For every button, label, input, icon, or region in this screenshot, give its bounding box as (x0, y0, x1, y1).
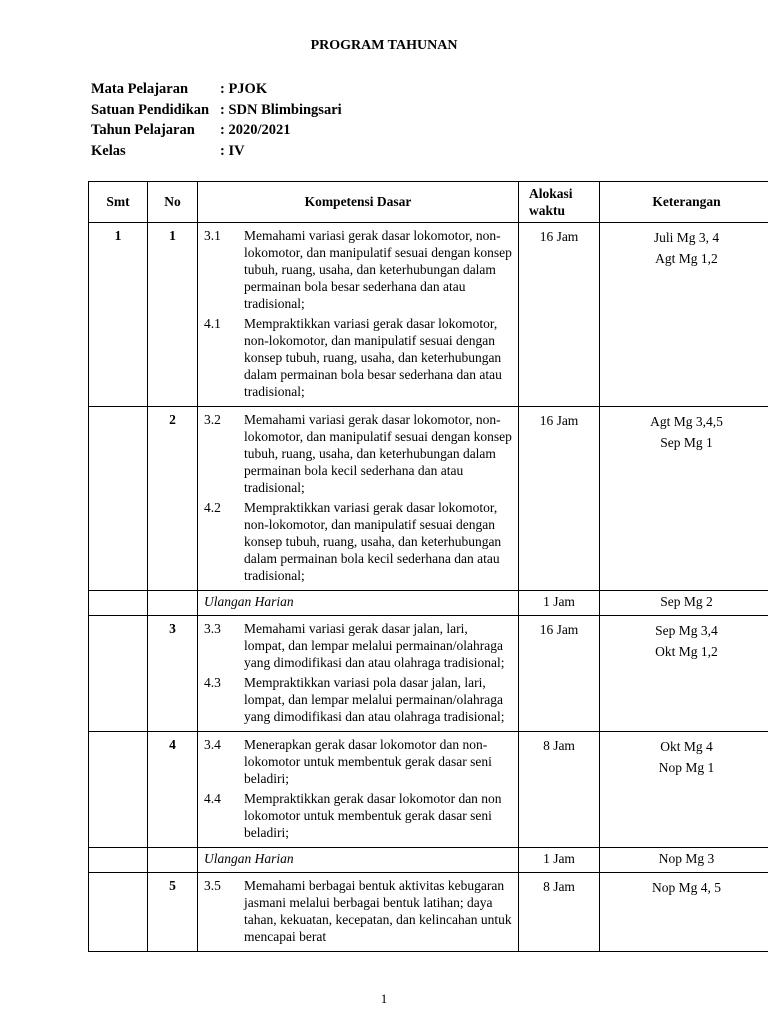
cell-kompetensi-dasar (198, 732, 519, 848)
table-row (89, 591, 768, 616)
kd-item (204, 315, 512, 400)
meta-value: : IV (220, 142, 245, 159)
keterangan-line: Okt Mg 4 (660, 739, 713, 754)
cell-alokasi: 1 Jam (519, 591, 600, 616)
header-no: No (148, 182, 198, 223)
keterangan-line: Sep Mg 1 (660, 434, 713, 450)
cell-smt (89, 407, 148, 591)
kd-item (204, 620, 512, 671)
cell-kompetensi-dasar (198, 407, 519, 591)
kd-code: 3.4 (204, 737, 221, 752)
kd-item (204, 674, 512, 725)
header-alokasi-line2: waktu (529, 203, 566, 218)
kd-text: Memahami variasi gerak dasar lokomotor, non-lokomotor, dan manipulatif sesuai dengan konsep tubuh, ruang, usaha, dan keterhubungan dalam permainan bola besar sederhana dan atau tradisional; (244, 228, 512, 311)
header-kompetensi-dasar: Kompetensi Dasar (198, 182, 519, 223)
header-alokasi-waktu (519, 182, 600, 223)
keterangan-line: Nop Mg 4, 5 (651, 880, 721, 895)
meta-label: Tahun Pelajaran (91, 122, 195, 138)
kd-item (204, 790, 512, 841)
cell-kompetensi-dasar (198, 873, 519, 952)
kd-text: Mempraktikkan variasi gerak dasar lokomotor, non-lokomotor, dan manipulatif sesuai dengan konsep tubuh, ruang, usaha, dan keterhubungan dalam permainan bola besar sederhana dan atau tradisional; (244, 316, 502, 399)
document-meta (91, 79, 342, 161)
kd-item (204, 736, 512, 787)
meta-row-year (91, 120, 342, 141)
meta-value: : 2020/2021 (220, 122, 291, 138)
cell-no (148, 591, 198, 616)
kd-text: Memahami variasi gerak dasar lokomotor, non-lokomotor, dan manipulatif sesuai dengan konsep tubuh, ruang, usaha, dan keterhubungan dalam permainan bola kecil sederhana dan atau tradisional; (244, 412, 512, 495)
meta-value: : PJOK (220, 81, 268, 97)
kd-item (204, 227, 512, 312)
meta-label: Mata Pelajaran (91, 81, 189, 97)
cell-alokasi: 16 Jam (519, 407, 600, 591)
kd-code: 4.1 (204, 316, 221, 331)
kd-text: Mempraktikkan variasi gerak dasar lokomotor, non-lokomotor, dan manipulatif sesuai dengan konsep tubuh, ruang, usaha, dan keterhubungan dalam permainan bola kecil sederhana dan atau tradisional; (244, 500, 502, 583)
cell-smt (89, 873, 148, 952)
cell-ulangan-harian: Ulangan Harian (198, 591, 519, 616)
cell-keterangan (600, 873, 768, 952)
keterangan-line: Juli Mg 3, 4 (653, 230, 720, 245)
cell-no: 1 (148, 223, 198, 407)
cell-alokasi: 1 Jam (519, 848, 600, 873)
kd-text: Mempraktikkan gerak dasar lokomotor dan non lokomotor untuk membentuk gerak dasar seni beladiri; (244, 791, 502, 840)
meta-row-class (91, 141, 342, 162)
keterangan-line: Nop Mg 1 (658, 759, 715, 775)
cell-keterangan: Nop Mg 3 (600, 848, 768, 873)
kd-code: 3.1 (204, 228, 221, 243)
cell-alokasi: 16 Jam (519, 223, 600, 407)
cell-alokasi: 8 Jam (519, 873, 600, 952)
table-header-row (89, 182, 768, 223)
page-number: 1 (380, 991, 388, 1006)
cell-no: 4 (148, 732, 198, 848)
kd-code: 4.2 (204, 500, 221, 515)
keterangan-line: Agt Mg 3,4,5 (650, 414, 723, 429)
header-keterangan: Keterangan (600, 182, 768, 223)
kd-code: 3.3 (204, 621, 221, 636)
cell-smt (89, 616, 148, 732)
table-row (89, 848, 768, 873)
table-row (89, 223, 768, 407)
kd-item (204, 877, 512, 945)
cell-kompetensi-dasar (198, 223, 519, 407)
page-title: PROGRAM TAHUNAN (310, 38, 458, 53)
cell-kompetensi-dasar (198, 616, 519, 732)
meta-label: Satuan Pendidikan (91, 101, 210, 118)
cell-alokasi: 16 Jam (519, 616, 600, 732)
cell-smt (89, 732, 148, 848)
meta-value: : SDN Blimbingsari (220, 101, 342, 118)
cell-keterangan (600, 407, 768, 591)
cell-ulangan-harian: Ulangan Harian (198, 848, 519, 873)
meta-row-school (91, 100, 342, 121)
table-row (89, 407, 768, 591)
cell-keterangan (600, 732, 768, 848)
kd-item (204, 499, 512, 584)
keterangan-line: Agt Mg 1,2 (655, 250, 718, 266)
header-alokasi-line1: Alokasi (529, 186, 573, 201)
kd-text: Mempraktikkan variasi pola dasar jalan, lari, lompat, dan lempar melalui permainan/olahraga yang dimodifikasi dan atau olahraga tradisional; (244, 675, 505, 724)
table-row (89, 732, 768, 848)
table-row (89, 616, 768, 732)
meta-label: Kelas (91, 142, 126, 159)
kd-text: Memahami variasi gerak dasar jalan, lari, lompat, dan lempar melalui permainan/olahraga yang dimodifikasi dan atau olahraga tradisional; (244, 621, 505, 670)
cell-no: 2 (148, 407, 198, 591)
kd-text: Menerapkan gerak dasar lokomotor dan non-lokomotor untuk membentuk gerak dasar seni beladiri; (244, 737, 492, 786)
kd-text: Memahami berbagai bentuk aktivitas kebugaran jasmani melalui berbagai bentuk latihan; daya tahan, kekuatan, kecepatan, dan kelincahan untuk mencapai berat (244, 878, 512, 944)
kd-code: 4.4 (204, 791, 221, 806)
cell-smt (89, 591, 148, 616)
cell-keterangan: Sep Mg 2 (600, 591, 768, 616)
program-table (88, 181, 768, 952)
table-row (89, 873, 768, 952)
cell-no (148, 848, 198, 873)
cell-no: 5 (148, 873, 198, 952)
kd-code: 4.3 (204, 675, 221, 690)
keterangan-line: Okt Mg 1,2 (655, 643, 718, 659)
meta-row-subject (91, 79, 342, 100)
cell-no: 3 (148, 616, 198, 732)
table-body (89, 223, 768, 952)
header-smt: Smt (89, 182, 148, 223)
cell-alokasi: 8 Jam (519, 732, 600, 848)
kd-code: 3.5 (204, 878, 221, 893)
cell-keterangan (600, 616, 768, 732)
cell-smt (89, 848, 148, 873)
kd-item (204, 411, 512, 496)
cell-keterangan (600, 223, 768, 407)
cell-smt: 1 (89, 223, 148, 407)
kd-code: 3.2 (204, 412, 221, 427)
keterangan-line: Sep Mg 3,4 (655, 623, 718, 638)
